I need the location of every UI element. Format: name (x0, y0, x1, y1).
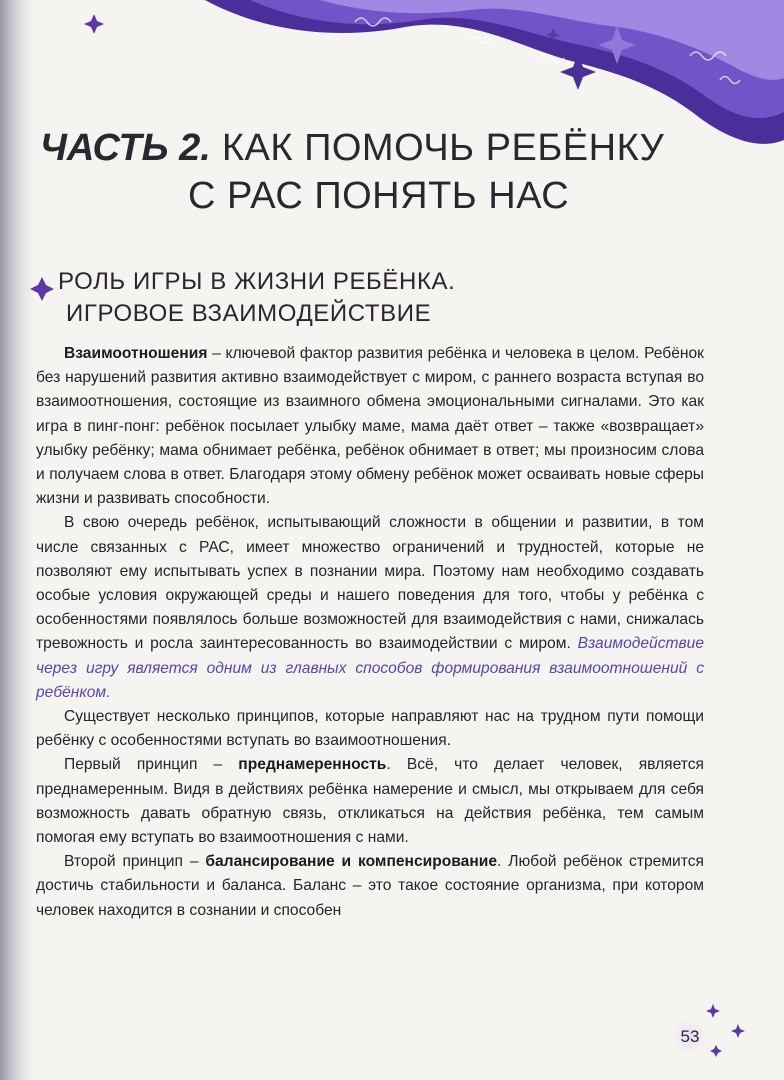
paragraph-text: Первый принцип – (64, 756, 239, 774)
paragraph-text: . Всё, что делает человек, является преднамеренным. Видя в действиях ребёнка намерение и смысл, мы открываем для себя возможность давать обратную связь, откликаться на действия ребёнка, тем самым помогая ему вступать во взаимоотношения с нами. (36, 756, 704, 847)
part-label: ЧАСТЬ 2. (40, 127, 211, 169)
paragraph (36, 753, 704, 850)
paragraph (36, 705, 704, 753)
paragraph-text: – ключевой фактор развития ребёнка и человека в целом. Ребёнок без нарушений развития активно взаимодействует с миром, с раннего возраста вступая во взаимоотношения, состоящие из взаимного обмена эмоциональными сигналами. Это как игра в пинг-понг: ребёнок посылает улыбку маме, мама даёт ответ – также «возвращает» улыбку ребёнку; мама обнимает ребёнка, ребёнок обнимает в ответ; мы произносим слова и получаем слова в ответ. Благодаря этому обмену ребёнок может осваивать новые сферы жизни и развивать способности. (36, 345, 704, 508)
part-title-line1: КАК ПОМОЧЬ РЕБЁНКУ (221, 127, 665, 169)
section-heading-line1: РОЛЬ ИГРЫ В ЖИЗНИ РЕБЁНКА. (58, 268, 456, 295)
part-title-line2: С РАС ПОНЯТЬ НАС (188, 175, 570, 217)
small-star-icon (706, 1004, 720, 1018)
section-heading-line2: ИГРОВОЕ ВЗАИМОДЕЙСТВИЕ (66, 300, 432, 327)
small-star-icon (710, 1045, 722, 1057)
section-heading (36, 266, 736, 330)
paragraph (36, 511, 704, 705)
paragraph-text: . Любой ребёнок стремится достичь стабильности и баланса. Баланс – это такое состояние организма, при котором человек находится в сознании и способен (36, 853, 704, 919)
part-title (40, 124, 740, 220)
bold-term: преднамеренность (238, 756, 387, 774)
bold-term: Взаимоотношения (64, 345, 208, 362)
paragraph-text: Существует несколько принципов, которые направляют нас на трудном пути помощи ребёнку с особенностями вступать во взаимоотношения. (36, 708, 704, 750)
small-star-icon (731, 1024, 745, 1038)
bold-term: балансирование и компенсирование (205, 853, 498, 871)
body-text (36, 342, 704, 923)
book-gutter-shadow (0, 0, 34, 1080)
paragraph (36, 850, 704, 923)
paragraph-text: Второй принцип – (64, 853, 206, 871)
paragraph-text: В свою очередь ребёнок, испытывающий сложности в общении и развитии, в том числе связанных с РАС, имеет множество ограничений и трудностей, которые не позволяют ему испытывать успех в познании мира. Поэтому нам необходимо создавать особые условия окружающей среды и нашего поведения для того, чтобы у ребёнка с особенностями появлялось больше возможностей для взаимодействия с нами, снижалась тревожность и росла заинтересованность во взаимодействии с миром. (36, 514, 704, 653)
page-number: 53 (670, 1022, 710, 1052)
highlighted-statement: Взаимодействие через игру является одним из главных способов формирования взаимоотношений с ребёнком. (36, 635, 704, 701)
paragraph (36, 342, 704, 511)
